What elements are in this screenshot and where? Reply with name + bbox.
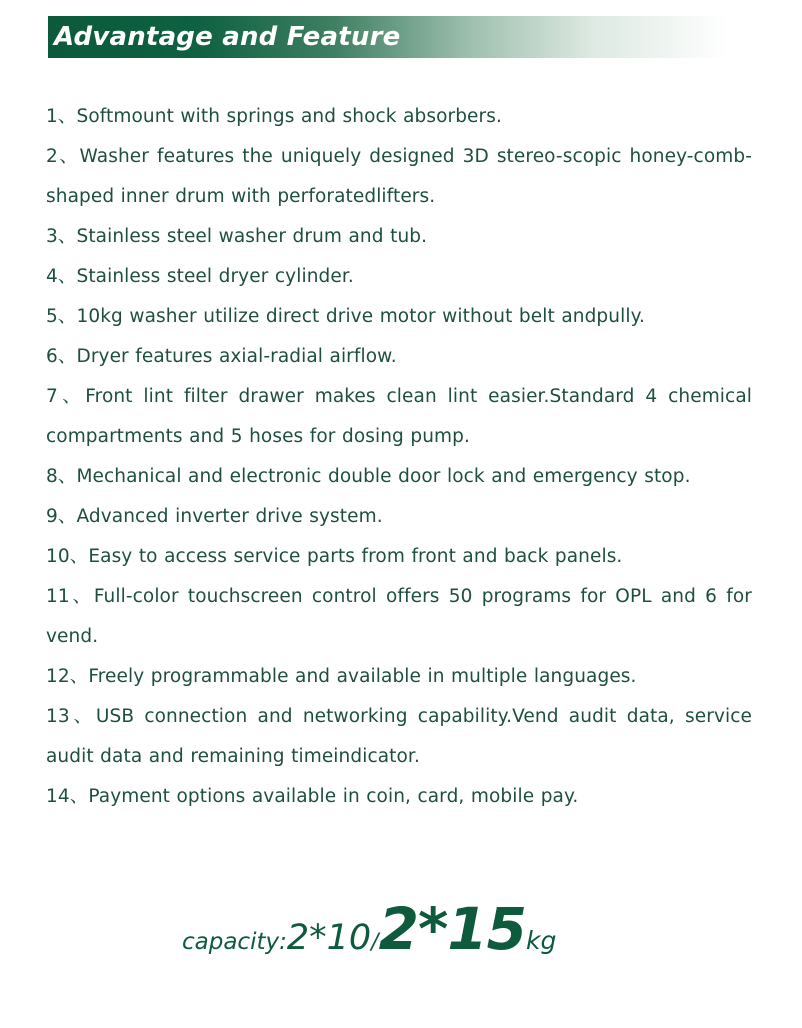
- feature-item-3: 3、Stainless steel washer drum and tub.: [46, 226, 428, 247]
- section-title: Advantage and Feature: [54, 22, 401, 52]
- feature-item-10: 10、Easy to access service parts from front and back panels.: [46, 546, 623, 567]
- capacity-callout: [182, 890, 742, 970]
- feature-item-13: 13、USB connection and networking capability.Vend audit data, service audit data and remaining timeindicator.: [46, 706, 752, 767]
- capacity-line: [182, 895, 557, 963]
- feature-item-2: 2、Washer features the uniquely designed 3D stereo-scopic honey-comb-shaped inner drum with perforatedlifters.: [46, 146, 752, 207]
- feature-item-5: 5、10kg washer utilize direct drive motor without belt andpully.: [46, 306, 645, 327]
- capacity-value-small: 2*10: [286, 918, 372, 958]
- feature-item-9: 9、Advanced inverter drive system.: [46, 506, 383, 527]
- capacity-unit: kg: [526, 926, 557, 955]
- capacity-separator: /: [371, 930, 379, 955]
- feature-item-12: 12、Freely programmable and available in multiple languages.: [46, 666, 637, 687]
- feature-item-11: 11、Full-color touchscreen control offers 50 programs for OPL and 6 for vend.: [46, 586, 752, 647]
- capacity-value-large: 2*15: [378, 895, 526, 963]
- capacity-label: capacity:: [182, 929, 287, 955]
- feature-item-7: 7、Front lint filter drawer makes clean lint easier.Standard 4 chemical compartments and 5 hoses for dosing pump.: [46, 386, 752, 447]
- feature-item-8: 8、Mechanical and electronic double door lock and emergency stop.: [46, 466, 691, 487]
- feature-list: [46, 97, 752, 817]
- feature-item-6: 6、Dryer features axial-radial airflow.: [46, 346, 397, 367]
- feature-item-4: 4、Stainless steel dryer cylinder.: [46, 266, 354, 287]
- feature-item-14: 14、Payment options available in coin, card, mobile pay.: [46, 786, 579, 807]
- feature-item-1: 1、Softmount with springs and shock absorbers.: [46, 106, 502, 127]
